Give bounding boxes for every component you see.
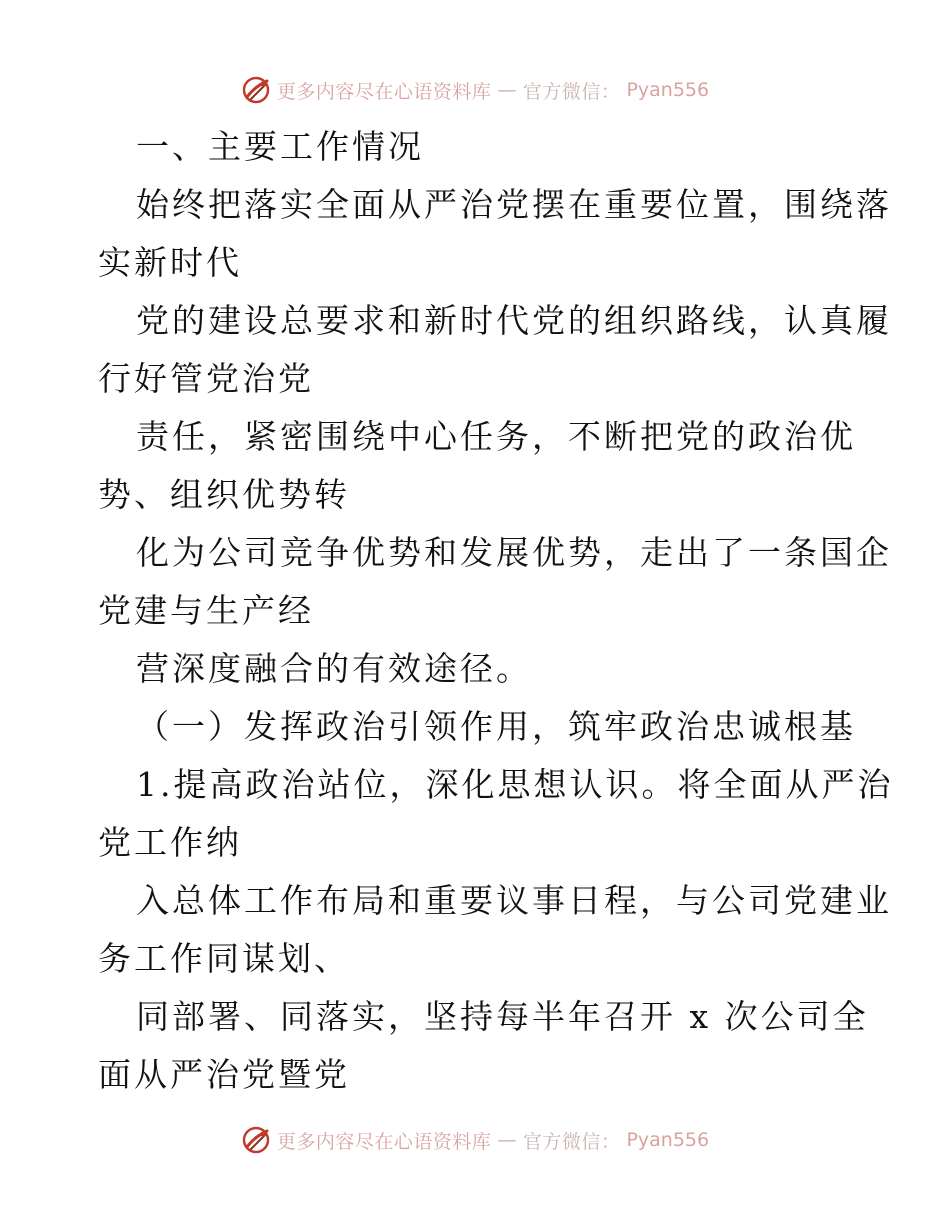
watermark-wechat-id: Pyan556 bbox=[626, 1129, 710, 1151]
body-line: 营深度融合的有效途径。 bbox=[136, 649, 532, 688]
body-line: 实新时代 bbox=[98, 243, 242, 282]
body-line: 1.提高政治站位，深化思想认识。将全面从严治 bbox=[136, 765, 894, 804]
brand-logo-icon bbox=[241, 1125, 271, 1155]
body-line: 党工作纳 bbox=[98, 823, 242, 862]
brand-logo-icon bbox=[241, 75, 271, 105]
body-line: 党的建设总要求和新时代党的组织路线，认真履 bbox=[136, 301, 892, 340]
watermark-main-text: 更多内容尽在心语资料库 bbox=[276, 80, 492, 103]
body-line: 化为公司竞争优势和发展优势，走出了一条国企 bbox=[136, 533, 892, 572]
subsection-heading: （一）发挥政治引领作用，筑牢政治忠诚根基 bbox=[136, 707, 856, 746]
document-body bbox=[98, 118, 894, 1104]
body-line: 党建与生产经 bbox=[98, 591, 314, 630]
body-line: 面从严治党暨党 bbox=[98, 1055, 350, 1094]
body-line: 责任，紧密围绕中心任务，不断把党的政治优 bbox=[136, 417, 856, 456]
body-line: 同部署、同落实，坚持每半年召开 x 次公司全 bbox=[136, 997, 869, 1036]
watermark-official-label: 官方微信： bbox=[522, 1130, 621, 1153]
body-line: 势、组织优势转 bbox=[98, 475, 350, 514]
body-line: 入总体工作布局和重要议事日程，与公司党建业 bbox=[136, 881, 892, 920]
footer-watermark bbox=[0, 1120, 950, 1160]
watermark-main-text: 更多内容尽在心语资料库 bbox=[276, 1130, 492, 1153]
watermark-wechat-id: Pyan556 bbox=[626, 79, 710, 101]
header-watermark bbox=[0, 70, 950, 110]
watermark-official-label: 官方微信： bbox=[522, 80, 621, 103]
section-heading: 一、主要工作情况 bbox=[136, 127, 424, 166]
body-line: 务工作同谋划、 bbox=[98, 939, 350, 978]
watermark-dash: — bbox=[497, 79, 517, 101]
watermark-dash: — bbox=[497, 1129, 517, 1151]
body-line: 始终把落实全面从严治党摆在重要位置，围绕落 bbox=[136, 185, 892, 224]
body-line: 行好管党治党 bbox=[98, 359, 314, 398]
